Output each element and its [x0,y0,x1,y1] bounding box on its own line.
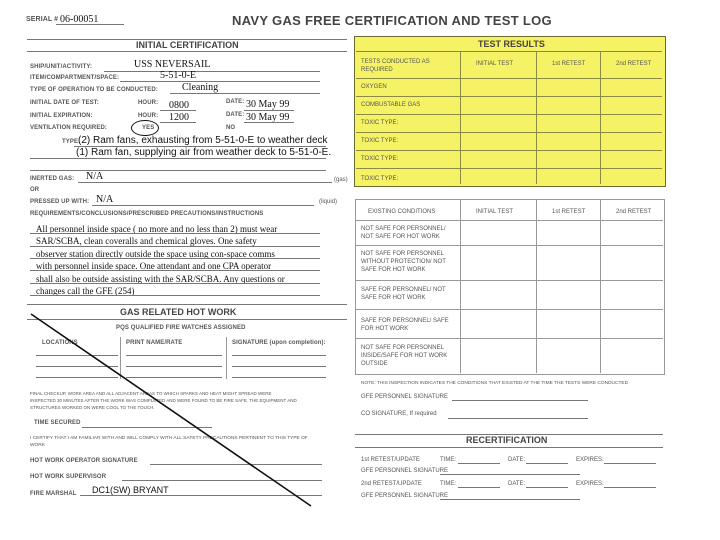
requirements-line: changes call the GFE (254) [36,286,135,297]
vent-type-line-1: (2) Ram fans, exhausting from 5-51-0-E to weather deck [78,135,328,146]
item-label: ITEM/COMPARTMENT/SPACE: [30,75,120,81]
inerted-gas-label: INERTED GAS: [30,176,75,182]
or-label: OR [30,187,40,193]
time-secured-label: TIME SECURED [34,420,81,426]
strike-line [31,314,311,506]
gas-suffix: (gas) [334,177,348,183]
vent-type-label: TYPE: [62,139,81,145]
col-tests-conducted: TESTS CONDUCTED AS REQUIRED [361,59,430,73]
recertification-title: RECERTIFICATION [466,435,548,445]
co-signature-line [448,418,588,419]
recert-line [604,463,656,464]
hour-label: HOUR: [138,100,159,106]
operator-signature-label: HOT WORK OPERATOR SIGNATURE [30,458,138,464]
pqs-label: PQS QUALIFIED FIRE WATCHES ASSIGNED [116,325,246,331]
recert-time-label: TIME: [440,457,456,463]
serial-number: 06-00051 [60,14,99,25]
signature-header: SIGNATURE (upon completion): [232,340,326,346]
recert-line [440,499,580,500]
ship-value: USS NEVERSAIL [134,59,211,70]
co-signature-label: CO SIGNATURE, If required [361,411,437,417]
conditions-col-divider [536,199,537,373]
date-label: DATE: [226,99,245,105]
hotwork-title: GAS RELATED HOT WORK [120,307,237,317]
fire-marshal-label: FIRE MARSHAL [30,491,77,497]
vent-type-line-2: (1) Ram fan, supplying air from weather deck to 5-51-0-E. [76,147,332,158]
results-row-rule [356,150,662,151]
conditions-col-divider [460,199,461,373]
row-toxic-type: TOXIC TYPE: [361,156,399,162]
col-1st-retest: 1st RETEST [552,61,586,67]
row-toxic-type: TOXIC TYPE: [361,138,399,144]
recert-expires-label: EXPIRES: [576,457,604,463]
cond-not-safe-inside-safe-outside: NOT SAFE FOR PERSONNEL INSIDE/SAFE FOR HOT WORK OUTSIDE [361,345,448,367]
conditions-note: NOTE: THIS INSPECTION INDICATES THE CONDITIONS THAT EXISTED AT THE TIME THE TESTS WERE CONDUCTED [361,381,629,386]
liquid-suffix: (liquid) [319,199,338,205]
recert-line [604,487,656,488]
inerted-gas-value: N/A [86,171,104,182]
certify-line-2: WORK [30,443,45,448]
initial-expiration-label: INITIAL EXPIRATION: [30,113,93,119]
row-oxygen: OXYGEN [361,84,387,90]
recert-gfe-signature-2: GFE PERSONNEL SIGNATURE [361,493,449,499]
results-col-divider [600,51,601,184]
ventilation-no: NO [226,125,236,131]
supervisor-label: HOT WORK SUPERVISOR [30,474,107,480]
ventilation-yes: YES [142,125,155,131]
locations-header: LOCATIONS [42,340,78,346]
col-2nd-retest-2: 2nd RETEST [616,209,652,215]
operation-type-label: TYPE OF OPERATION TO BE CONDUCTED: [30,87,158,93]
recert-1st-label: 1st RETEST/UPDATE [361,457,420,463]
conditions-row-rule [355,338,663,339]
results-row-rule [356,114,662,115]
test-results-title: TEST RESULTS [478,39,545,49]
gfe-signature-line [452,400,588,401]
row-toxic-type: TOXIC TYPE: [361,176,399,182]
requirements-line: with personnel inside space. One attendant and one CPA operator [36,261,272,272]
col-2nd-retest: 2nd RETEST [616,61,652,67]
requirements-label: REQUIREMENTS/CONCLUSIONS/PRESCRIBED PRECAUTIONS/INSTRUCTIONS [30,211,264,217]
row-toxic-type: TOXIC TYPE: [361,120,399,126]
fire-marshal-value: DC1(SW) BRYANT [92,485,169,495]
col-1st-retest-2: 1st RETEST [552,209,586,215]
conditions-row-rule [355,309,663,310]
recert-line [440,474,580,475]
results-row-rule [356,132,662,133]
recert-time-label-2: TIME: [440,481,456,487]
recert-title-rule [355,447,663,448]
final-checkup-line-3: STRUCTURES WORKED ON WERE COOL TO THE TOUCH. [30,405,155,410]
conditions-col-divider [600,199,601,373]
ventilation-label: VENTILATION REQUIRED: [30,125,107,131]
certify-line-1: I CERTIFY THAT I AM FAMILIAR WITH AND WILL COMPLY WITH ALL SAFETY PRECAUTIONS PERTINENT TO THIS TYPE OF [30,436,308,441]
col-initial-test-2: INITIAL TEST [476,209,514,215]
results-rule [356,51,662,52]
col-existing-conditions: EXISTING CONDITIONS [368,209,436,215]
cond-safe-personnel-not-hot-work: SAFE FOR PERSONNEL/ NOT SAFE FOR HOT WORK [361,287,446,301]
cond-not-safe-without-protection: NOT SAFE FOR PERSONNEL WITHOUT PROTECTION/ NOT SAFE FOR HOT WORK [361,251,446,273]
recert-gfe-signature-1: GFE PERSONNEL SIGNATURE [361,468,449,474]
results-col-divider [536,51,537,184]
cond-not-safe-personnel-hot-work: NOT SAFE FOR PERSONNEL/ NOT SAFE FOR HOT WORK [361,226,446,240]
requirements-line: All personnel inside space ( no more and no less than 2) must wear [36,224,278,234]
final-checkup-line-1: FINAL CHECKUP, WORK AREA AND ALL ADJACENT AREAS TO WHICH SPARKS AND HEAT MIGHT SPREAD WERE [30,391,272,396]
date-label-2: DATE: [226,112,245,118]
cond-safe-personnel-safe-hot-work: SAFE FOR PERSONNEL/ SAFE FOR HOT WORK [361,318,449,332]
recert-date-label: DATE: [508,457,526,463]
recert-expires-label-2: EXPIRES: [576,481,604,487]
expiration-date: 30 May 99 [246,112,290,123]
pressed-up-label: PRESSED UP WITH: [30,199,90,205]
recert-line [526,487,568,488]
expiration-hour: 1200 [169,112,189,123]
ship-label: SHIP/UNIT/ACTIVITY: [30,64,93,70]
serial-label: SERIAL # [26,16,59,23]
requirements-line: shall also be outside assisting with the SAR/SCBA. Any questions or [36,273,285,284]
final-checkup-line-2: INSPECTED 30 MINUTES AFTER THE WORK WAS COMPLETED AND WERE FOUND TO BE FIRE SAFE. THE EQUIPMENT AND [30,398,297,403]
recert-line [458,487,500,488]
gfe-signature-label: GFE PERSONNEL SIGNATURE [361,394,449,400]
results-row-rule [356,168,662,169]
recert-line [458,463,500,464]
initial-date-test-label: INITIAL DATE OF TEST: [30,100,99,106]
conditions-row-rule [355,280,663,281]
form-title: NAVY GAS FREE CERTIFICATION AND TEST LOG [232,13,552,28]
recert-date-label-2: DATE: [508,481,526,487]
results-row-rule [356,96,662,97]
requirements-line: SAR/SCBA, clean coveralls and chemical gloves. One safety [36,236,257,247]
results-col-divider [460,51,461,184]
conditions-row-rule [355,220,663,221]
operation-type-value: Cleaning [182,82,219,93]
hour-label-2: HOUR: [138,113,159,119]
conditions-row-rule [355,245,663,246]
test-date: 30 May 99 [246,99,290,110]
recert-2nd-label: 2nd RETEST/UPDATE [361,481,422,487]
item-value: 5-51-0-E [160,70,197,81]
test-hour: 0800 [169,100,189,111]
row-combustable-gas: COMBUSTABLE GAS [361,102,421,108]
requirements-line: observer station directly outside the space using con-space comms [36,248,275,259]
col-initial-test: INITIAL TEST [476,61,514,67]
results-row-rule [356,78,662,79]
print-name-header: PRINT NAME/RATE [126,340,183,346]
initial-cert-title: INITIAL CERTIFICATION [136,40,239,50]
recert-line [526,463,568,464]
pressed-up-value: N/A [96,194,114,205]
